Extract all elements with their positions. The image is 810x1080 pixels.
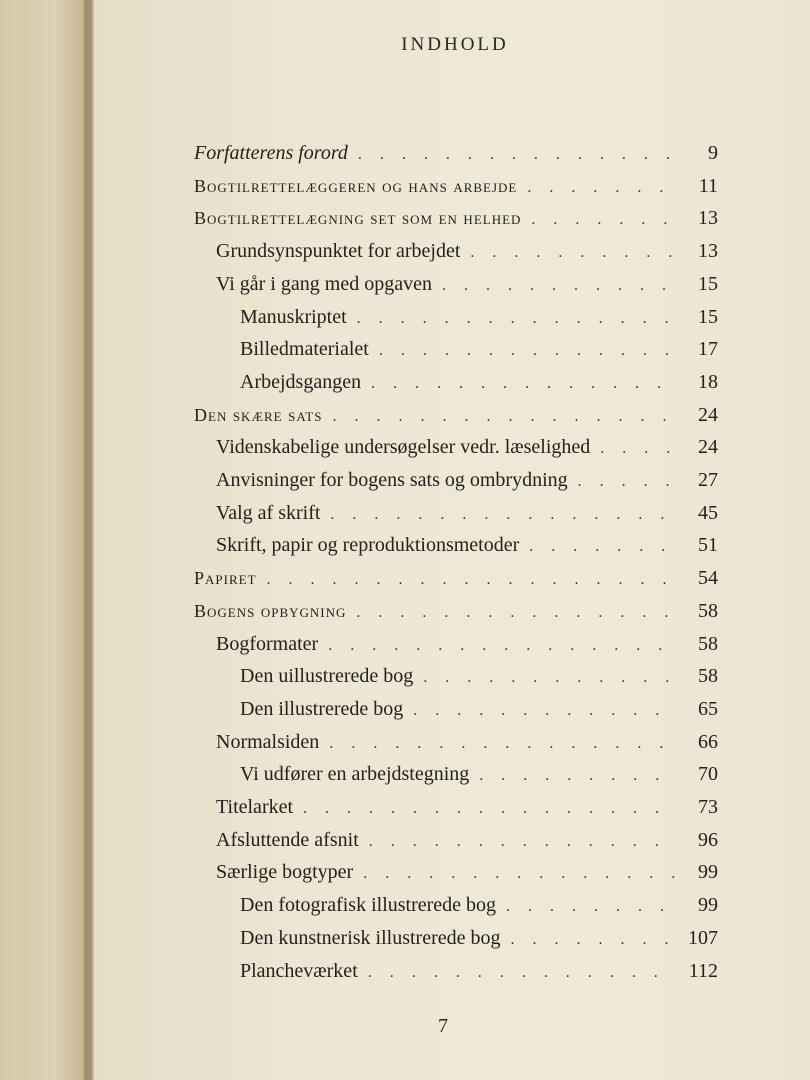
- toc-entry: [194, 567, 718, 590]
- toc-entry: [216, 731, 718, 754]
- toc-entry-page: 11: [698, 174, 718, 197]
- dot-leader: [330, 506, 676, 524]
- toc-entry: [216, 502, 718, 525]
- dot-leader: [363, 865, 676, 883]
- toc-entry: [240, 763, 718, 786]
- toc-entry-title: Manuskriptet: [240, 305, 347, 328]
- dot-leader: [479, 767, 676, 785]
- toc-entry-page: 45: [698, 501, 718, 524]
- toc-entry-title: Valg af skrift: [216, 501, 321, 524]
- toc-entry-title: Vi går i gang med opgaven: [216, 272, 432, 295]
- toc-entry-page: 51: [698, 534, 718, 557]
- toc-entry-title: Papiret: [194, 568, 257, 589]
- dot-leader: [358, 146, 676, 164]
- toc-entry-title: Titelarket: [216, 796, 294, 818]
- toc-entry-title: Den fotografisk illustrerede bog: [240, 894, 497, 917]
- toc-entry: [240, 894, 718, 917]
- dot-leader: [470, 244, 676, 262]
- toc-entry: [194, 600, 718, 623]
- toc-entry-title: Arbejdsgangen: [240, 370, 362, 393]
- dot-leader: [371, 375, 676, 393]
- page-number: 7: [438, 1015, 448, 1037]
- toc-entry-page: 54: [698, 567, 718, 590]
- toc-entry: [194, 142, 718, 165]
- dot-leader: [442, 277, 676, 295]
- toc-entry-page: 96: [698, 828, 718, 851]
- toc-entry-page: 24: [698, 436, 718, 459]
- dot-leader: [531, 211, 676, 229]
- toc-entry-page: 112: [688, 959, 718, 982]
- toc-entry-title: Bogtilrettelæggeren og hans arbejde: [194, 175, 518, 196]
- toc-entry-title: Forfatterens forord: [194, 142, 348, 164]
- dot-leader: [578, 473, 676, 491]
- toc-entry: [216, 796, 718, 819]
- dot-leader: [600, 440, 676, 458]
- toc-entry-page: 17: [698, 338, 718, 361]
- toc-entry-title: Vi udfører en arbejdstegning: [240, 763, 470, 786]
- dot-leader: [267, 571, 676, 589]
- toc-entry: [216, 273, 718, 296]
- toc-entry: [216, 240, 718, 263]
- toc-entry-page: 9: [708, 142, 718, 164]
- toc-entry: [216, 633, 718, 656]
- toc-entry: [240, 306, 718, 329]
- dot-leader: [527, 179, 676, 197]
- toc-entry: [240, 371, 718, 394]
- toc-entry-title: Normalsiden: [216, 730, 320, 753]
- toc-entry-title: Den skære sats: [194, 404, 323, 425]
- toc-entry: [240, 338, 718, 361]
- toc-entry-page: 58: [698, 665, 718, 688]
- toc-entry: [216, 861, 718, 884]
- toc-entry-page: 70: [698, 763, 718, 786]
- toc-entry-title: Billedmaterialet: [240, 338, 369, 361]
- toc-entry-title: Skrift, papir og reproduktionsmetoder: [216, 534, 520, 557]
- toc-entry-page: 58: [698, 632, 718, 655]
- dot-leader: [356, 604, 676, 622]
- toc-entry-title: Den uillustrerede bog: [240, 665, 414, 688]
- toc-entry-title: Særlige bogtyper: [216, 861, 354, 884]
- toc-entry-page: 15: [698, 305, 718, 328]
- toc-entry-page: 99: [698, 861, 718, 884]
- toc-entry-title: Den illustrerede bog: [240, 697, 404, 720]
- dot-leader: [369, 833, 676, 851]
- toc-entry: [216, 534, 718, 557]
- toc-entry: [240, 698, 718, 721]
- dot-leader: [529, 538, 676, 556]
- toc-entry-page: 13: [698, 240, 718, 263]
- toc-entry-title: Grundsynspunktet for arbejdet: [216, 240, 461, 263]
- dot-leader: [379, 342, 676, 360]
- dot-leader: [368, 964, 676, 982]
- toc-entry: [216, 829, 718, 852]
- dot-leader: [413, 702, 676, 720]
- dot-leader: [329, 735, 676, 753]
- toc-entry-page: 24: [698, 403, 718, 426]
- toc-entry: [240, 927, 718, 950]
- toc-entry: [240, 960, 718, 983]
- toc-entry-page: 27: [698, 469, 718, 491]
- toc-entry-title: Afsluttende afsnit: [216, 828, 359, 851]
- toc-entry-page: 99: [698, 894, 718, 917]
- toc-entry: [216, 469, 718, 492]
- toc-entry-page: 13: [698, 207, 718, 230]
- dot-leader: [423, 669, 676, 687]
- toc-entry-title: Anvisninger for bogens sats og ombrydning: [216, 469, 568, 491]
- toc-entry-page: 107: [688, 926, 718, 949]
- toc-entry-page: 15: [698, 272, 718, 295]
- toc-entry: [216, 436, 718, 459]
- toc-entry-page: 66: [698, 730, 718, 753]
- toc-entry: [194, 207, 718, 230]
- toc-entry-page: 73: [698, 796, 718, 818]
- page-title: INDHOLD: [401, 34, 509, 55]
- dot-leader: [511, 931, 677, 949]
- toc-entry-title: Den kunstnerisk illustrerede bog: [240, 926, 501, 949]
- toc-entry-title: Bogtilrettelægning set som en helhed: [194, 208, 522, 229]
- dot-leader: [328, 637, 676, 655]
- toc-entry-title: Videnskabelige undersøgelser vedr. læselighed: [216, 436, 591, 459]
- dot-leader: [303, 800, 676, 818]
- toc-entry-title: Plancheværket: [240, 959, 358, 982]
- toc-entry-page: 18: [698, 370, 718, 393]
- toc-entry-title: Bogformater: [216, 632, 319, 655]
- dot-leader: [357, 310, 676, 328]
- toc-entry: [194, 175, 718, 198]
- toc-entry-page: 65: [698, 697, 718, 720]
- dot-leader: [332, 408, 676, 426]
- toc-entry-page: 58: [698, 599, 718, 622]
- toc-entry: [240, 665, 718, 688]
- toc-entry: [194, 404, 718, 427]
- toc-entry-title: Bogens opbygning: [194, 600, 347, 621]
- dot-leader: [506, 898, 676, 916]
